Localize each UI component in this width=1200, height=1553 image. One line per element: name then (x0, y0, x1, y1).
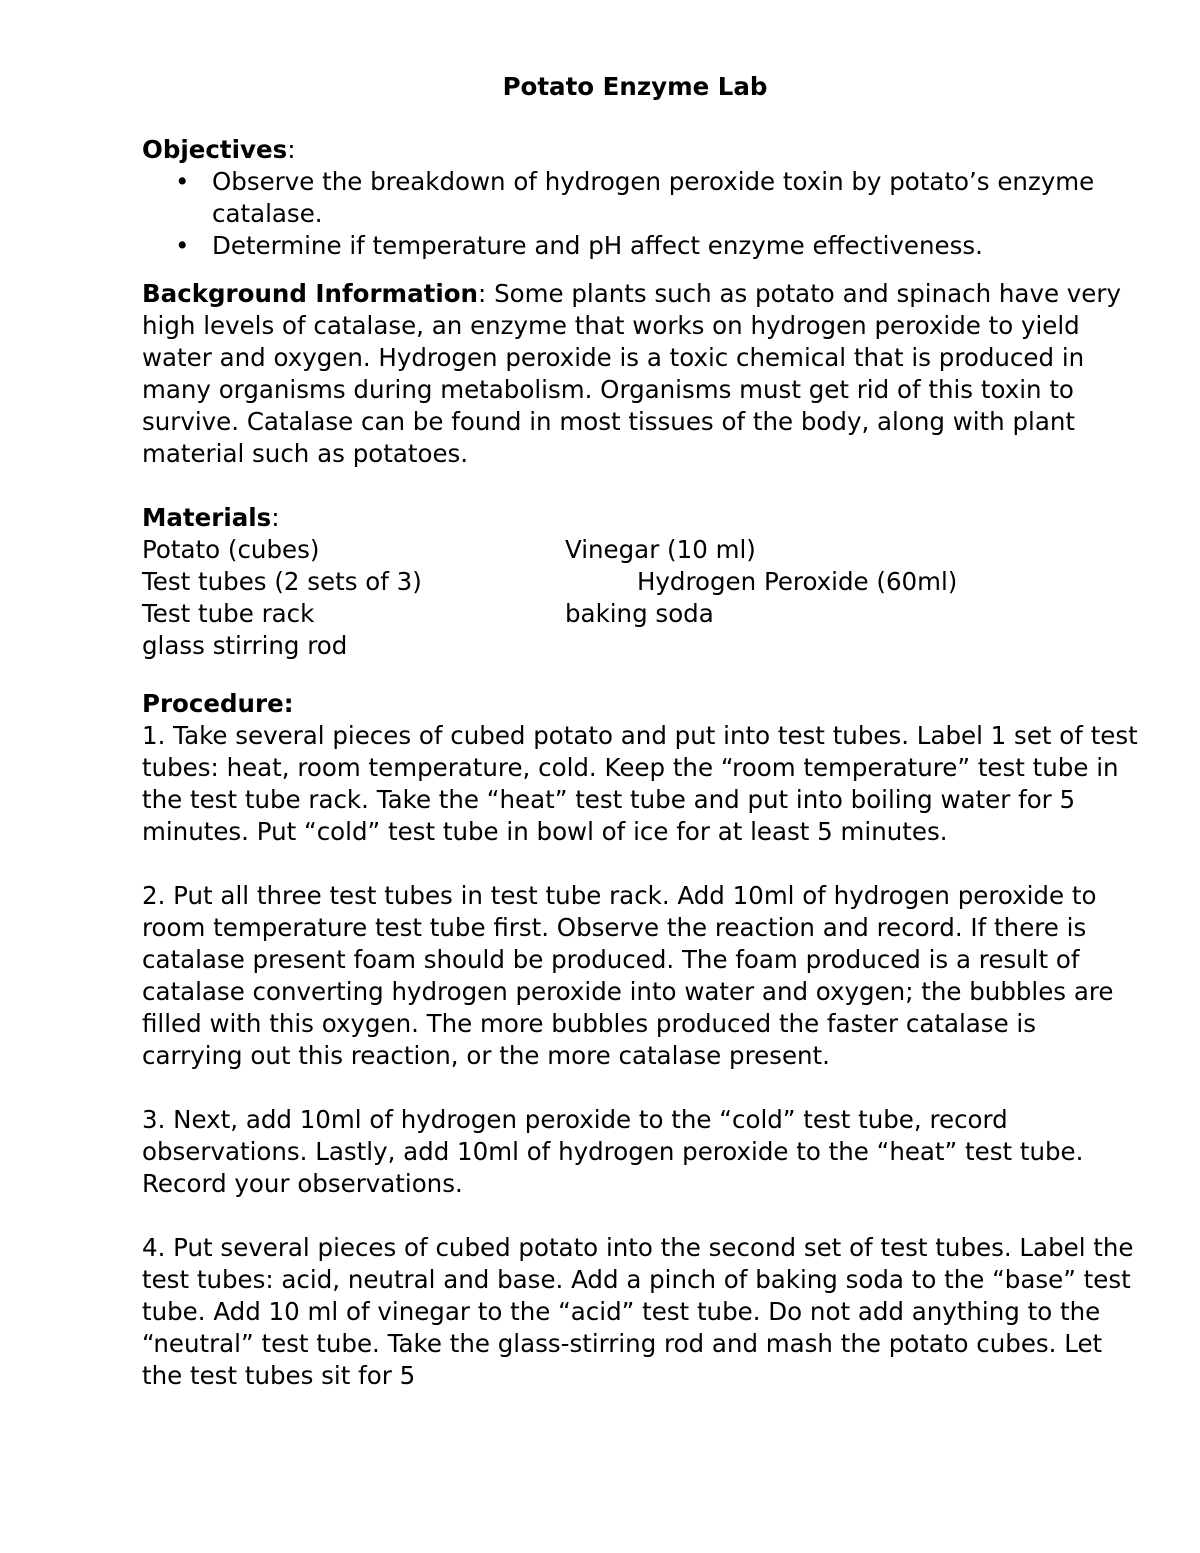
document-title: Potato Enzyme Lab (502, 72, 768, 101)
objectives-heading: Objectives: (142, 135, 296, 164)
bullet-icon: • (175, 231, 190, 260)
background-text: Some plants such as potato and spinach have very high levels of catalase, an enzyme that works on hydrogen peroxide to yield water and oxygen. Hydrogen peroxide is a toxic chemical that is produced in many organisms during metabolism. Organisms must get rid of this toxin to survive. Catalase can be found in most tissues of the body, along with plant material such as potatoes. (142, 279, 1121, 468)
material-item: Potato (cubes) (142, 535, 320, 564)
material-item: Hydrogen Peroxide (60ml) (637, 567, 958, 596)
procedure-heading-label: Procedure: (142, 689, 294, 718)
materials-heading: Materials: (142, 503, 280, 532)
materials-heading-label: Materials (142, 503, 272, 532)
material-item: Test tubes (2 sets of 3) (142, 567, 422, 596)
procedure-step: 2. Put all three test tubes in test tube rack. Add 10ml of hydrogen peroxide to room temperature test tube first. Observe the reaction and record. If there is catalase present foam should be produced. The foam produced is a result of catalase converting hydrogen peroxide into water and oxygen; the bubbles are filled with this oxygen. The more bubbles produced the faster catalase is carrying out this reaction, or the more catalase present. (142, 881, 1114, 1070)
objective-item (142, 230, 1142, 262)
material-item: Test tube rack (142, 599, 315, 628)
procedure-heading (142, 688, 1142, 720)
procedure-steps (142, 720, 1142, 1392)
objective-text: Observe the breakdown of hydrogen peroxide toxin by potato’s enzyme catalase. (212, 167, 1095, 228)
background-paragraph: Background Information: Some plants such as potato and spinach have very high levels of catalase, an enzyme that works on hydrogen peroxide to yield water and oxygen. Hydrogen peroxide is a toxic chemical that is produced in many organisms during metabolism. Organisms must get rid of this toxin to survive. Catalase can be found in most tissues of the body, along with plant material such as potatoes. (142, 279, 1121, 468)
objectives-list (142, 166, 1142, 262)
material-item: baking soda (565, 599, 714, 628)
materials-row (142, 566, 1142, 598)
document-page (142, 70, 1142, 1424)
material-item: glass stirring rod (142, 631, 348, 660)
objective-item (142, 166, 1142, 230)
background-heading: Background Information (142, 279, 479, 308)
procedure-step: 3. Next, add 10ml of hydrogen peroxide to the “cold” test tube, record observations. Lastly, add 10ml of hydrogen peroxide to the “heat” test tube. Record your observations. (142, 1105, 1084, 1198)
objectives-heading-label: Objectives (142, 135, 288, 164)
procedure-step: 1. Take several pieces of cubed potato and put into test tubes. Label 1 set of test tubes: heat, room temperature, cold. Keep the “room temperature” test tube in the test tube rack. Take the “heat” test tube and put into boiling water for 5 minutes. Put “cold” test tube in bowl of ice for at least 5 minutes. (142, 721, 1138, 846)
objective-text: Determine if temperature and pH affect enzyme effectiveness. (212, 231, 983, 260)
material-item: Vinegar (10 ml) (565, 535, 756, 564)
materials-row (142, 630, 1142, 662)
materials-list (142, 534, 1142, 662)
materials-row (142, 598, 1142, 630)
bullet-icon: • (175, 167, 190, 196)
procedure-step: 4. Put several pieces of cubed potato into the second set of test tubes. Label the test tubes: acid, neutral and base. Add a pinch of baking soda to the “base” test tube. Add 10 ml of vinegar to the “acid” test tube. Do not add anything to the “neutral” test tube. Take the glass-stirring rod and mash the potato cubes. Let the test tubes sit for 5 (142, 1233, 1134, 1390)
materials-row (142, 534, 1142, 566)
